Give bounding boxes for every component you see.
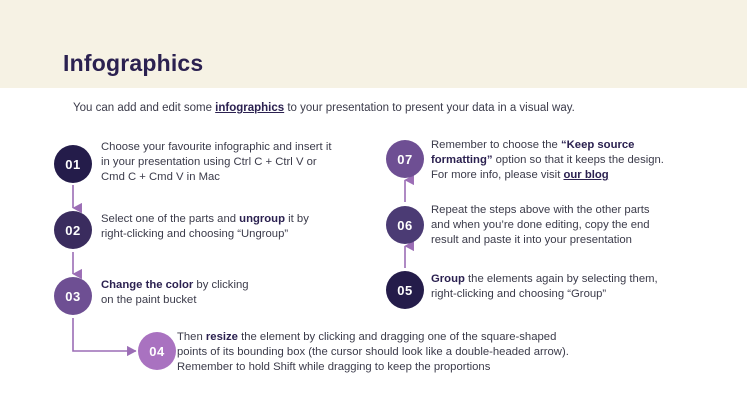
step-02-c: it by [284,213,309,225]
step-06-b: and when you’re done editing, copy the end [431,218,650,231]
step-badge-04[interactable]: 04 [138,332,176,370]
step-text-06 [431,203,721,248]
step-badge-07[interactable]: 07 [386,140,424,178]
page-title: Infographics [63,50,204,76]
step-03-c: on the paint bucket [101,293,197,306]
step-02-a: Select one of the parts and [101,213,240,225]
step-text-05 [431,272,721,302]
step-04-a: Then [177,331,206,343]
intro-text [73,102,575,114]
step-03-a: Change the color [101,279,194,291]
step-01-line2: in your presentation using Ctrl C + Ctrl V or [101,155,317,168]
step-03-b: by clicking [193,279,249,291]
step-01-line3: Cmd C + Cmd V in Mac [101,170,220,183]
step-04-e: Remember to hold Shift while dragging to keep the proportions [177,360,491,373]
step-text-04 [177,330,627,375]
step-01-line1: Choose your favourite infographic and insert it [101,141,332,153]
step-badge-03[interactable]: 03 [54,277,92,315]
step-text-07 [431,138,721,183]
step-07-a: Remember to choose the [431,139,561,151]
intro-text-after: to your presentation to present your data in a visual way. [284,102,575,114]
step-06-a: Repeat the steps above with the other parts [431,204,650,216]
step-02-b: ungroup [239,213,285,225]
step-07-c: formatting” [431,153,493,166]
step-05-b: the elements again by selecting them, [464,273,658,285]
step-text-02 [101,212,371,242]
step-badge-05[interactable]: 05 [386,271,424,309]
step-07-b: “Keep source [560,139,635,151]
intro-text-before: You can add and edit some [73,102,216,114]
infographics-link[interactable]: infographics [215,102,285,114]
step-04-c: the element by clicking and dragging one of the square-shaped [237,331,557,343]
step-badge-02[interactable]: 02 [54,211,92,249]
step-text-01 [101,140,371,185]
step-05-c: right-clicking and choosing “Group” [431,287,607,300]
step-badge-01[interactable]: 01 [54,145,92,183]
step-05-a: Group [431,273,465,285]
step-06-c: result and paste it into your presentation [431,233,632,246]
step-07-d: option so that it keeps the design. [492,153,664,166]
our-blog-link[interactable]: our blog [563,168,609,181]
step-text-03 [101,278,371,308]
step-04-d: points of its bounding box (the cursor should look like a double-headed arrow). [177,345,569,358]
step-02-d: right-clicking and choosing “Ungroup” [101,227,289,240]
step-04-b: resize [205,331,238,343]
step-07-e: For more info, please visit [431,168,564,181]
step-badge-06[interactable]: 06 [386,206,424,244]
